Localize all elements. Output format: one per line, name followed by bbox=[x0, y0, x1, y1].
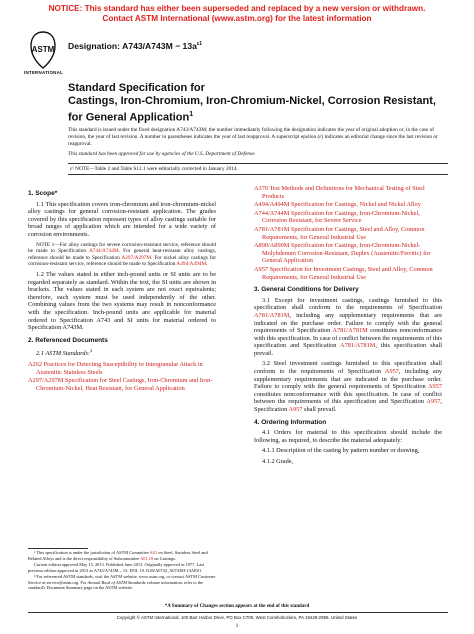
link-a744[interactable]: A744/A744M bbox=[88, 248, 119, 255]
fn1-text-a: ¹ This specification is under the jurisdiction of ASTM Committee bbox=[34, 550, 150, 555]
link-a957[interactable]: A957 bbox=[288, 406, 303, 414]
ref-code[interactable]: A262 bbox=[28, 360, 42, 368]
ref-title[interactable]: Specification for Castings, Iron-Chromium-Nickel-Molybdenum Corrosion-Resistant, Duplex (Austenitic/Ferritic) for General Application bbox=[262, 242, 431, 265]
ref-code[interactable]: A494/A494M bbox=[254, 201, 290, 209]
para-4-1: 4.1 Orders for material to this specification should include the following, as required, to describe the material adequately: bbox=[254, 429, 442, 444]
para-3-1 bbox=[254, 297, 442, 358]
para-3-1-text-a: 3.1 Except for investment castings, castings furnished to this specification shall conform to the requirements of Specification bbox=[254, 296, 442, 312]
ref-list-right bbox=[254, 185, 442, 281]
ref-title[interactable]: Specification for Castings, Steel and Alloy, Common Requirements, for General Industrial Use bbox=[262, 225, 425, 241]
ref-item[interactable] bbox=[254, 242, 442, 265]
dod-approval: This standard has been approved for use by agencies of the U.S. Department of Defense. bbox=[68, 151, 256, 157]
fn1-text-c: on Castings. bbox=[153, 555, 176, 561]
issuance-statement: This standard is issued under the fixed designation A743/A743M; the number immediately following the designation indicates the year of original adoption or, in the case of revision, the year of last revision. A number in parentheses indicates the year of last reapproval. A superscript epsilon (ε) indicates an editorial change since the last revision or reapproval. bbox=[68, 127, 438, 147]
ref-item[interactable] bbox=[254, 266, 442, 281]
section-2-heading: 2. Referenced Documents bbox=[28, 336, 108, 344]
link-a494[interactable]: A494/A494M bbox=[176, 261, 207, 268]
summary-of-changes-note: *A Summary of Changes section appears at the end of this standard bbox=[164, 604, 310, 609]
svg-text:ASTM: ASTM bbox=[31, 45, 55, 54]
designation-text: Designation: A743/A743M − 13a bbox=[68, 41, 197, 51]
copyright: Copyright © ASTM International, 100 Barr Harbor Drive, PO Box C700, West Conshohocken, PA 19428-2959. United States bbox=[116, 615, 358, 620]
editorial-note: ε¹ NOTE—Table 2 and Table S12.1 were editorially corrected in January 2014. bbox=[70, 166, 238, 172]
logo-caption: INTERNATIONAL bbox=[24, 70, 64, 75]
divider-bottom bbox=[68, 174, 448, 175]
section-4-heading: 4. Ordering Information bbox=[254, 418, 327, 426]
footer-divider bbox=[28, 612, 448, 613]
footnotes bbox=[28, 550, 216, 592]
page-number: 1 bbox=[235, 623, 239, 629]
para-3-1-text-b: , including any supplementary requirements that are indicated on the purchase order. Failure to comply with the general requirements of Specification bbox=[254, 311, 442, 335]
para-1-1: 1.1 This specification covers iron-chromium and iron-chromium-nickel alloy castings for general corrosion-resistant application. The grades covered by this specification represent types of alloy castings suitable for broad ranges of application which are intended for a wide variety of corrosion environments. bbox=[28, 200, 216, 238]
para-3-2-text-c: constitutes nonconformance with this specification. In case of conflict between the requirements of this specification and Specification bbox=[254, 390, 442, 406]
link-a781[interactable]: A781/A781M bbox=[254, 311, 290, 319]
title-line-2 bbox=[68, 95, 448, 125]
para-3-1-text-d: , this specification shall prevail. bbox=[254, 342, 442, 357]
para-3-2-text-b: , including any supplementary requirements that are indicated in the purchase order. Failure to comply with the general requirements of Specification bbox=[254, 368, 442, 391]
link-a957[interactable]: A957 bbox=[426, 398, 441, 406]
footnote-divider bbox=[28, 548, 88, 549]
ref-code[interactable]: A781/A781M bbox=[254, 225, 290, 233]
notice-banner bbox=[0, 4, 474, 24]
link-a781[interactable]: A781/A781M bbox=[340, 342, 376, 350]
notice-line-2: Contact ASTM International (www.astm.org) for the latest information bbox=[102, 14, 372, 23]
para-3-2 bbox=[254, 360, 442, 413]
note-1-text-d: . bbox=[206, 261, 208, 268]
section-1-heading: 1. Scope* bbox=[28, 190, 58, 197]
link-a957[interactable]: A957 bbox=[428, 383, 442, 391]
ref-title[interactable]: Specification for Castings, Nickel and Nickel Alloy bbox=[290, 201, 421, 209]
ref-item[interactable] bbox=[28, 361, 216, 376]
footnote-1 bbox=[28, 550, 216, 561]
title-main: Castings, Iron-Chromium, Iron-Chromium-Nickel, Corrosion Resistant, for General Application bbox=[68, 95, 436, 124]
ref-item[interactable] bbox=[254, 201, 442, 209]
note-1-text-b: . For general heat-resistant alloy castings, reference should be made to Specification bbox=[28, 248, 217, 261]
link-a297[interactable]: A297/A297M bbox=[121, 254, 152, 261]
para-3-2-text-a: 3.2 Steel investment castings furnished to this specification shall conform to the requirements of Specification bbox=[254, 360, 442, 376]
designation bbox=[68, 41, 202, 51]
fn2-italic: Annual Book of ASTM Standards bbox=[87, 579, 146, 585]
ref-code[interactable]: A744/A744M bbox=[254, 209, 290, 217]
ref-item[interactable] bbox=[28, 377, 216, 392]
ref-item[interactable] bbox=[254, 210, 442, 225]
note-1 bbox=[28, 242, 216, 268]
ref-list-left bbox=[28, 361, 216, 392]
ref-item[interactable] bbox=[254, 185, 442, 200]
para-2-1 bbox=[28, 347, 216, 358]
link-committee-a01[interactable]: A01 bbox=[149, 550, 158, 555]
link-a781[interactable]: A781/A781M bbox=[332, 327, 368, 335]
title-superscript: 1 bbox=[189, 111, 194, 118]
ref-title[interactable]: Test Methods and Definitions for Mechanical Testing of Steel Products bbox=[262, 185, 425, 200]
astm-standards-label: 2.1 ASTM Standards: bbox=[36, 350, 91, 358]
ref-title[interactable]: Specification for Investment Castings, Steel and Alloy, Common Requirements, for General Industrial Use bbox=[262, 265, 433, 281]
note-1-text-c: . For nickel alloy castings for corrosion-resistant service, reference should be made to Specification bbox=[28, 254, 217, 268]
footnote-1-edition: Current edition approved May 15, 2013. Published June 2013. Originally approved in 1977. Last previous edition approved in 2013 as A743/A743M – 13. DOI: 10.1520/A0743_A0743M-13AE01. bbox=[28, 562, 205, 573]
ref-code[interactable]: A297/A297M bbox=[28, 377, 64, 385]
para-3-2-text-e: shall prevail. bbox=[302, 406, 337, 414]
ref-title[interactable]: Specification for Castings, Iron-Chromium-Nickel, Corrosion Resistant, for Severe Service bbox=[262, 209, 420, 225]
title-line-1: Standard Specification for bbox=[68, 82, 205, 94]
notice-line-1: NOTICE: This standard has either been superseded and replaced by a new version or withdrawn. bbox=[48, 4, 426, 13]
link-subcommittee-a0118[interactable]: A01.18 bbox=[140, 555, 154, 561]
left-column bbox=[28, 185, 216, 393]
para-4-1-1: 4.1.1 Description of the casting by pattern number or drawing, bbox=[262, 447, 420, 455]
link-a957[interactable]: A957 bbox=[384, 368, 399, 376]
ref-code[interactable]: A890/A890M bbox=[254, 242, 290, 250]
para-3-2-text-d: , Specification bbox=[254, 398, 442, 414]
right-column bbox=[254, 185, 442, 469]
para-1-2: 1.2 The values stated in either inch-pound units or SI units are to be regarded separately as standard. Within the text, the SI units are shown in brackets. The values stated in each system are not exact equivalents; therefore, each system must be used independently of the other. Combining values from the two systems may result in nonconformance with the specification. Inch-pound units are applicable for material ordered to Specification A743 and SI units for material ordered to Specification A743M. bbox=[28, 270, 216, 332]
ref-code[interactable]: A957 bbox=[254, 265, 268, 273]
astm-logo-icon bbox=[28, 30, 58, 70]
para-4-1-2: 4.1.2 Grade, bbox=[262, 458, 294, 465]
footnote-ref-2[interactable]: 2 bbox=[90, 348, 93, 354]
fn2-text-b: volume information, refer to the standard's Document Summary page on the ASTM website. bbox=[28, 579, 204, 590]
divider-top bbox=[68, 163, 448, 164]
ref-title[interactable]: Practices for Detecting Susceptibility to Intergranular Attack in Austenitic Stainless Steels bbox=[36, 360, 203, 376]
designation-superscript: ε1 bbox=[196, 41, 203, 48]
footnote-2 bbox=[28, 574, 216, 591]
ref-title[interactable]: Specification for Steel Castings, Iron-Chromium and Iron-Chromium-Nickel, Heat Resistant, for General Application bbox=[36, 377, 213, 392]
document-title bbox=[68, 82, 448, 125]
note-1-text-a: NOTE 1—For alloy castings for severe corrosion-resistant service, reference should be made to Specification bbox=[28, 241, 216, 255]
section-3-heading: 3. General Conditions for Delivery bbox=[254, 286, 359, 294]
para-3-1-text-c: constitutes nonconformance with this specification. In case of conflict between the requirements of this specification and Specification bbox=[254, 327, 442, 350]
fn1-text-b: on Steel, Stainless Steel and Related Alloys and is the direct responsibility of Subcommittee bbox=[28, 550, 208, 561]
ref-item[interactable] bbox=[254, 226, 442, 241]
ref-code[interactable]: A370 bbox=[254, 185, 268, 192]
fn2-text-a: ² For referenced ASTM standards, visit the ASTM website, www.astm.org, or contact ASTM Customer Service at service@astm.org. For bbox=[28, 574, 216, 585]
